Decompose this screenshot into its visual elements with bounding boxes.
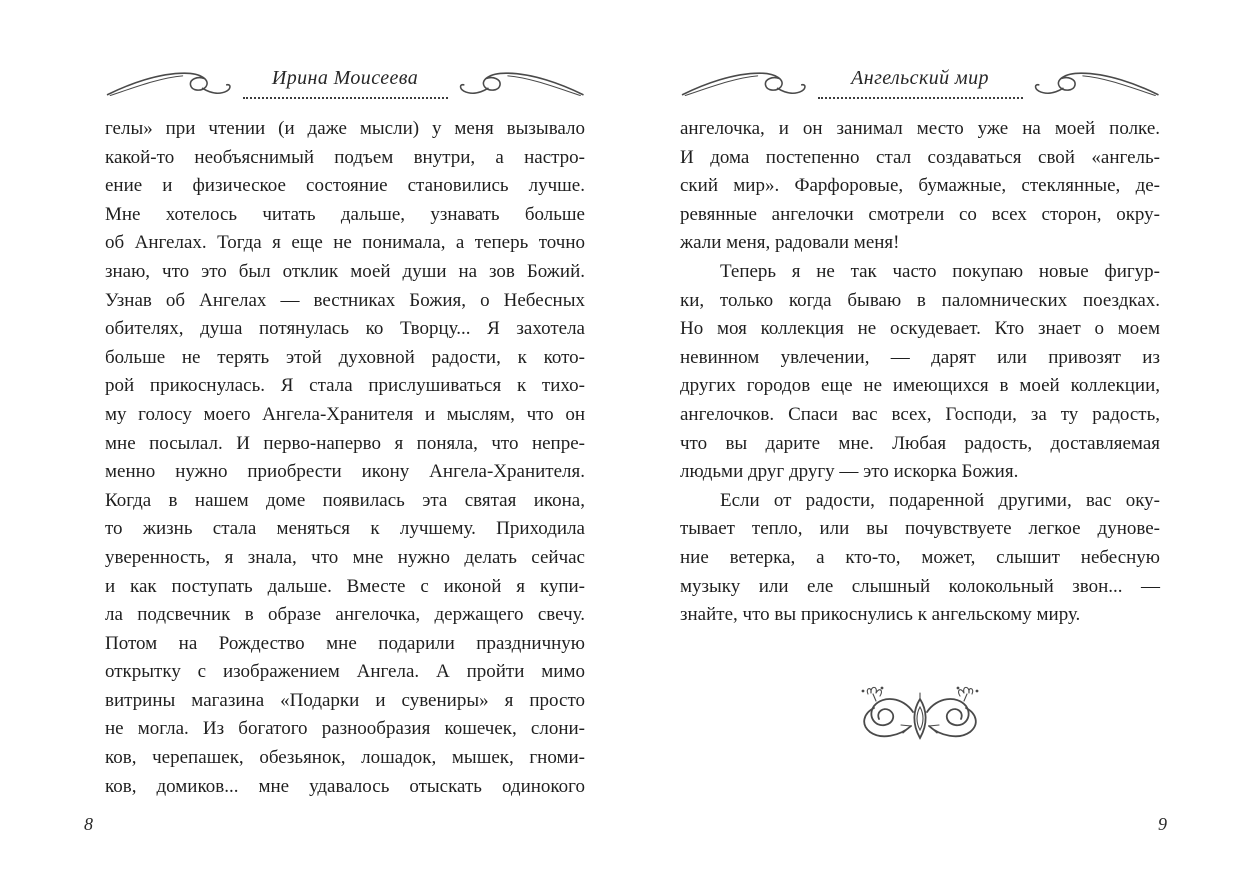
- flourish-left-icon: [105, 66, 235, 100]
- running-head-title: Ирина Моисеева: [271, 67, 419, 89]
- text-line: ков, домиков... мне удавалось отыскать одинокого: [105, 775, 585, 797]
- text-line: об Ангелах. Тогда я еще не понимала, а теперь точно: [105, 232, 585, 254]
- text-line: Узнав об Ангелах — вестниках Божия, о Небесных: [105, 289, 585, 311]
- text-line: ков, черепашек, обезьянок, лошадок, мышек, гноми-: [105, 747, 585, 769]
- text-line: ение и физическое состояние становились лучше.: [105, 175, 585, 197]
- text-line: уверенность, я знала, что мне нужно делать сейчас: [105, 546, 585, 568]
- running-head-block: [243, 67, 448, 99]
- text-line: Когда в нашем доме появилась эта святая икона,: [105, 489, 585, 511]
- running-head-title: Ангельский мир: [851, 67, 989, 89]
- text-line: ла подсвечник в образе ангелочка, держащего свечу.: [105, 604, 585, 626]
- text-line: ангелочка, и он занимал место уже на моей полке.: [680, 118, 1160, 139]
- page-number-right: 9: [1158, 814, 1167, 834]
- text-line: и как поступать дальше. Вместе с иконой я купи-: [105, 575, 585, 597]
- text-line: знайте, что вы прикоснулись к ангельскому миру.: [680, 604, 1081, 626]
- text-line: какой-то необъяснимый подъем внутри, а настро-: [105, 146, 585, 168]
- text-line: менно нужно приобрести икону Ангела-Хранителя.: [105, 461, 585, 483]
- text-line: витрины магазина «Подарки и сувениры» я просто: [105, 689, 585, 711]
- text-line: ние ветерка, а кто-то, может, слышит небесную: [680, 546, 1160, 568]
- text-line: ский мир». Фарфоровые, бумажные, стеклянные, де-: [680, 175, 1160, 197]
- running-head-block: [818, 67, 1023, 99]
- text-line: знаю, что это был отклик моей души на зов Божий.: [105, 260, 585, 282]
- running-header-right: [680, 62, 1160, 104]
- text-line: то жизнь стала меняться к лучшему. Приходила: [105, 518, 585, 540]
- text-line: Теперь я не так часто покупаю новые фигур-: [720, 260, 1160, 282]
- text-line: И дома постепенно стал создаваться свой «ангель-: [680, 146, 1160, 168]
- text-line: невинном увлечении, — дарят или привозят из: [680, 346, 1160, 368]
- text-line: обителях, душа потянулась ко Творцу... Я захотела: [105, 318, 585, 340]
- running-header-left: [105, 62, 585, 104]
- flourish-right-icon: [1031, 66, 1161, 100]
- page-right: [680, 62, 1160, 753]
- text-line: что вы дарите мне. Любая радость, доставляемая: [680, 432, 1160, 454]
- text-line: гелы» при чтении (и даже мысли) у меня вызывало: [105, 118, 585, 139]
- section-end-ornament-icon: [680, 684, 1160, 753]
- text-line: ангелочков. Спаси вас всех, Господи, за ту радость,: [680, 403, 1160, 425]
- text-line: Но моя коллекция не оскудевает. Кто знает о моем: [680, 318, 1160, 340]
- flourish-left-icon: [680, 66, 810, 100]
- page-text: [680, 115, 1160, 630]
- text-line: му голосу моего Ангела-Хранителя и мыслям, что он: [105, 403, 585, 425]
- text-line: ки, только когда бываю в паломнических поездках.: [680, 289, 1160, 311]
- text-line: мне посылал. И перво-наперво я поняла, что непре-: [105, 432, 585, 454]
- page-left: [105, 62, 585, 801]
- text-line: открытку с изображением Ангела. А пройти мимо: [105, 661, 585, 683]
- page-text: [105, 115, 585, 801]
- text-line: людьми друг другу — это искорка Божия.: [680, 461, 1019, 483]
- text-line: Мне хотелось читать дальше, узнавать больше: [105, 203, 585, 225]
- page-number-left: 8: [84, 814, 93, 834]
- text-line: ревянные ангелочки смотрели со всех сторон, окру-: [680, 203, 1160, 225]
- text-line: больше не терять этой духовной радости, к кото-: [105, 346, 585, 368]
- text-line: тывает тепло, или вы почувствуете легкое дунове-: [680, 518, 1160, 540]
- text-line: рой прикоснулась. Я стала прислушиваться к тихо-: [105, 375, 585, 397]
- text-line: музыку или еле слышный колокольный звон... —: [680, 575, 1160, 597]
- text-line: не могла. Из богатого разнообразия кошечек, слони-: [105, 718, 585, 740]
- text-line: жали меня, радовали меня!: [680, 232, 900, 254]
- text-line: Потом на Рождество мне подарили праздничную: [105, 632, 585, 654]
- flourish-right-icon: [456, 66, 586, 100]
- text-line: Если от радости, подаренной другими, вас оку-: [720, 489, 1160, 511]
- text-line: других городов еще не имеющихся в моей коллекции,: [680, 375, 1160, 397]
